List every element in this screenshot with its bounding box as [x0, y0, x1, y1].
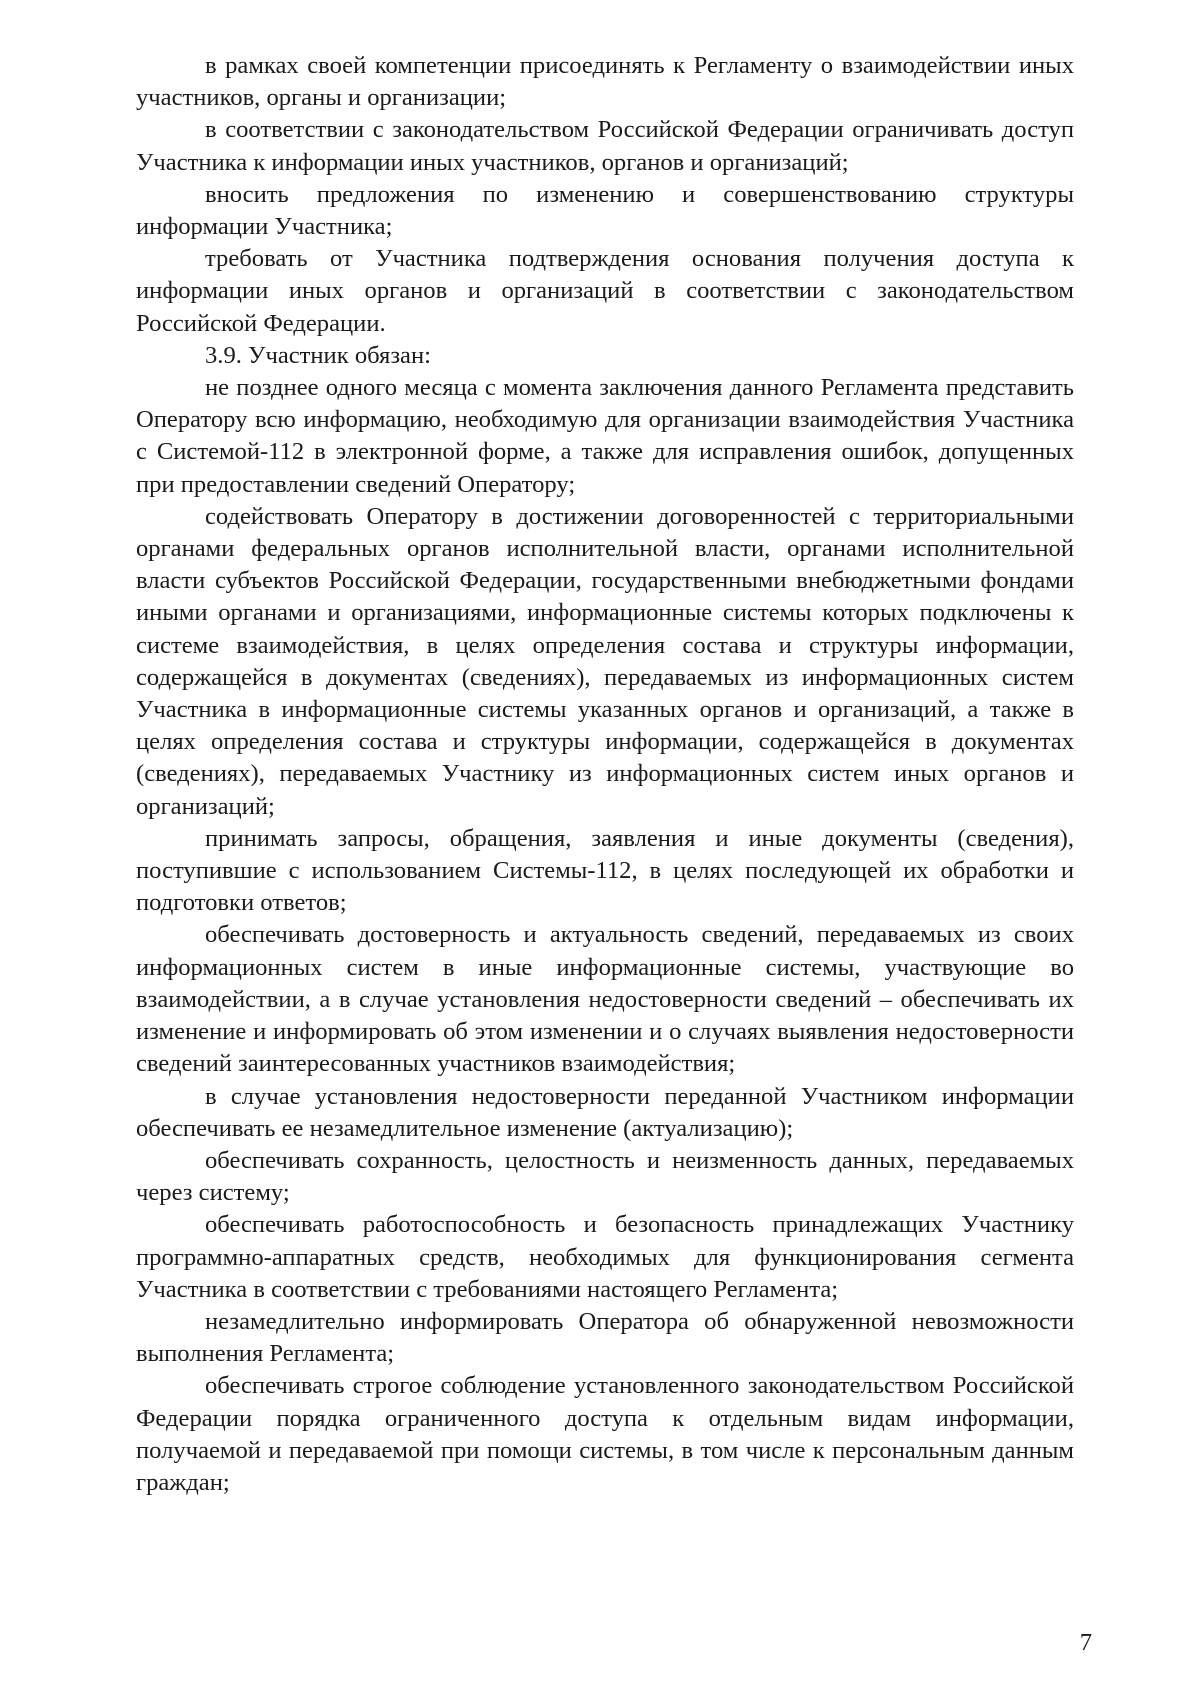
paragraph-14: обеспечивать строгое соблюдение установленного законодательством Российской Федерации порядка ограниченного доступа к отдельным видам информации, получаемой и передаваемой при помощи системы, в том числе к персональным данным граждан;	[136, 1372, 1074, 1496]
paragraph-2: в соответствии с законодательством Российской Федерации ограничивать доступ Участника к информации иных участников, органов и организаций;	[136, 116, 1074, 176]
paragraph-9: обеспечивать достоверность и актуальность сведений, передаваемых из своих информационных систем в иные информационные системы, участвующие во взаимодействии, а в случае установления недостоверности сведений – обеспечивать их изменение и информировать об этом изменении и о случаях выявления недостоверности сведений заинтересованных участников взаимодействия;	[136, 921, 1074, 1078]
document-page	[136, 50, 1074, 1499]
page-number: 7	[1079, 1629, 1092, 1656]
paragraph-1: в рамках своей компетенции присоединять к Регламенту о взаимодействии иных участников, органы и организации;	[136, 52, 1074, 112]
paragraph-6: не позднее одного месяца с момента заключения данного Регламента представить Оператору всю информацию, необходимую для организации взаимодействия Участника с Системой-112 в электронной форме, а также для исправления ошибок, допущенных при предоставлении сведений Оператору;	[136, 374, 1074, 498]
section-heading-3-9: 3.9. Участник обязан:	[205, 341, 431, 369]
paragraph-13: незамедлительно информировать Оператора об обнаруженной невозможности выполнения Регламента;	[136, 1307, 1074, 1368]
paragraph-11: обеспечивать сохранность, целостность и неизменность данных, передаваемых через систему;	[136, 1146, 1074, 1207]
paragraph-8: принимать запросы, обращения, заявления и иные документы (сведения), поступившие с использованием Системы-112, в целях последующей их обработки и подготовки ответов;	[136, 824, 1074, 917]
paragraph-3: вносить предложения по изменению и совершенствованию структуры информации Участника;	[136, 180, 1074, 241]
paragraph-4: требовать от Участника подтверждения основания получения доступа к информации иных органов и организаций в соответствии с законодательством Российской Федерации.	[136, 245, 1074, 337]
paragraph-12: обеспечивать работоспособность и безопасность принадлежащих Участнику программно-аппаратных средств, необходимых для функционирования сегмента Участника в соответствии с требованиями настоящего Регламента;	[136, 1211, 1074, 1303]
paragraph-10: в случае установления недостоверности переданной Участником информации обеспечивать ее незамедлительное изменение (актуализацию);	[136, 1082, 1074, 1142]
paragraph-7: содействовать Оператору в достижении договоренностей с территориальными органами федеральных органов исполнительной власти, органами исполнительной власти субъектов Российской Федерации, государственными внебюджетными фондами иными органами и организациями, информационные системы которых подключены к системе взаимодействия, в целях определения состава и структуры информации, содержащейся в документах (сведениях), передаваемых из информационных систем Участника в информационные системы указанных органов и организаций, а также в целях определения состава и структуры информации, содержащейся в документах (сведениях), передаваемых Участнику из информационных систем иных органов и организаций;	[136, 502, 1074, 820]
